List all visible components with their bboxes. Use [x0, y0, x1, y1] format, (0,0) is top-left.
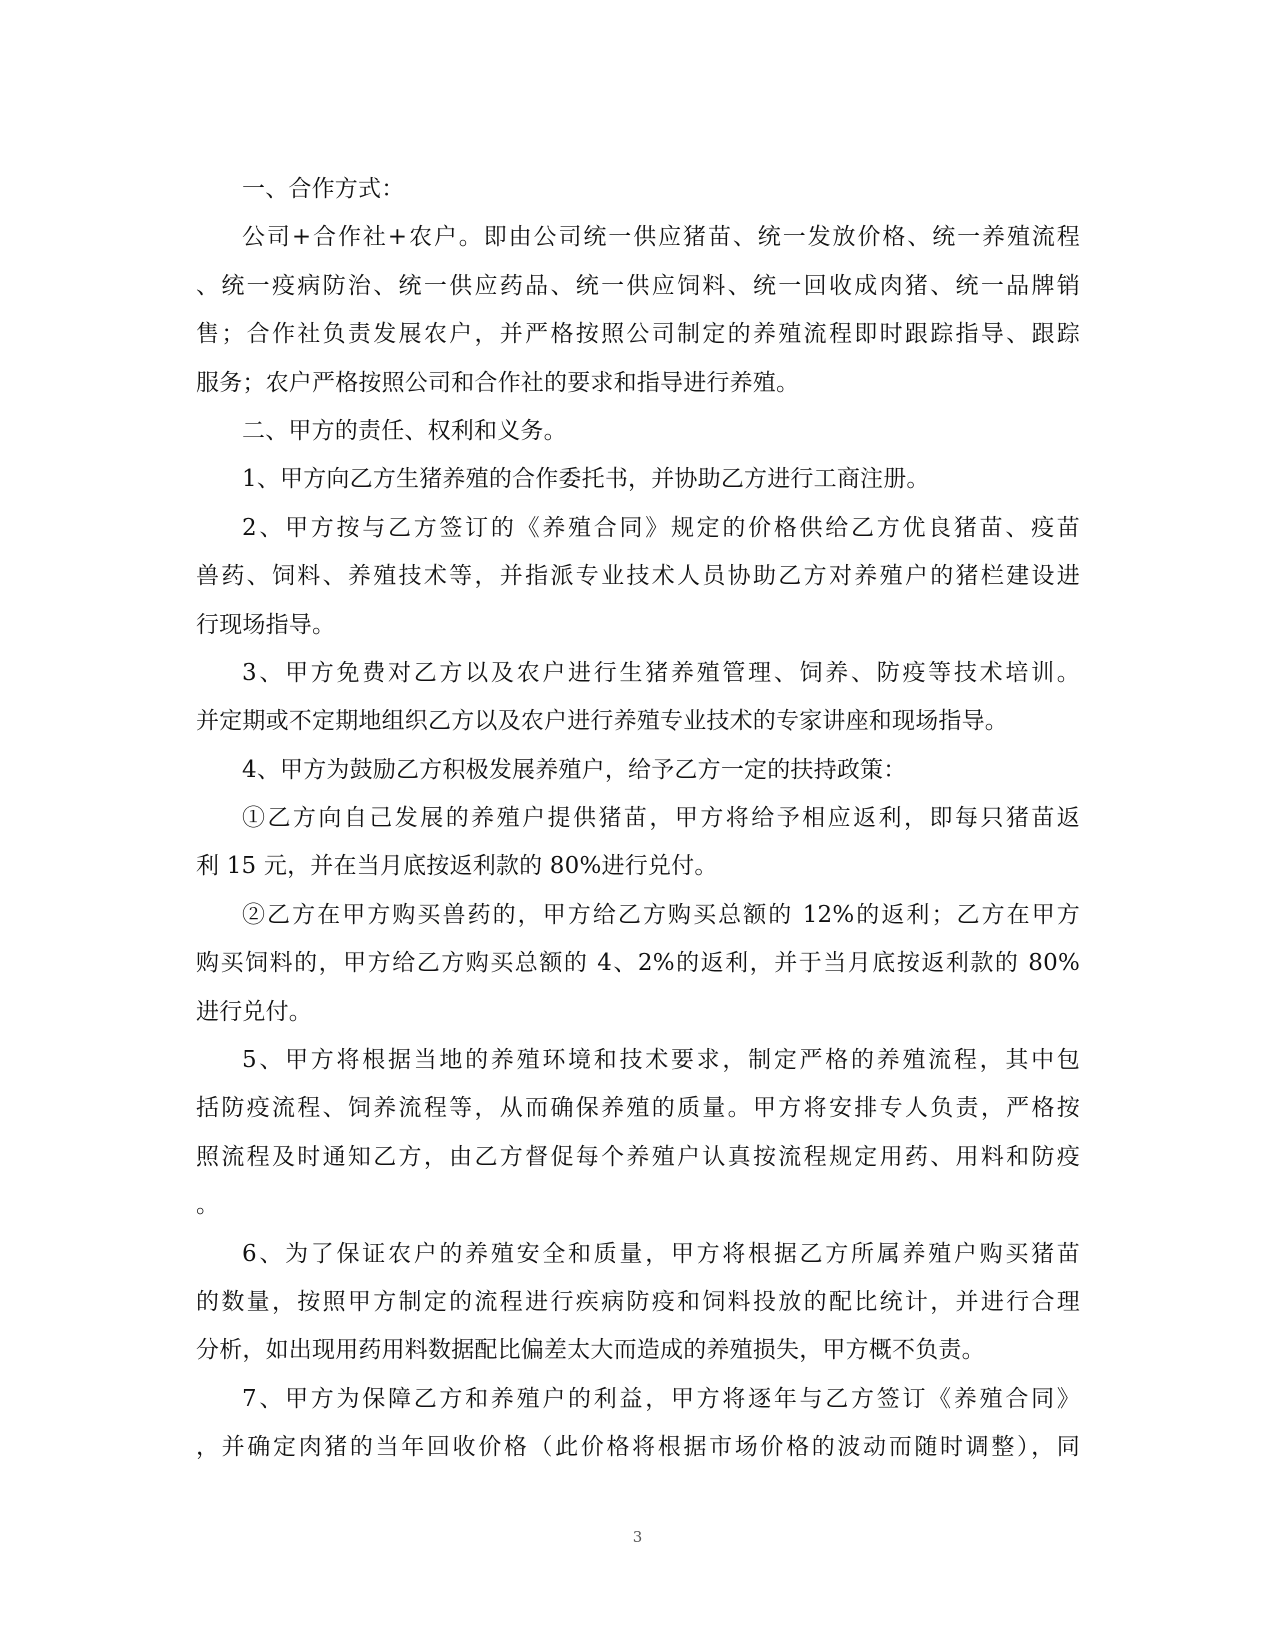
text-line: 进行兑付。: [196, 998, 312, 1025]
text-line: ，并确定肉猪的当年回收价格（此价格将根据市场价格的波动而随时调整），同: [196, 1434, 1080, 1461]
text-line: 分析，如出现用药用料数据配比偏差太大而造成的养殖损失，甲方概不负责。: [196, 1337, 985, 1364]
text-line: 照流程及时通知乙方，由乙方督促每个养殖户认真按流程规定用药、用料和防疫: [196, 1143, 1080, 1170]
text-line: 售；合作社负责发展农户，并严格按照公司制定的养殖流程即时跟踪指导、跟踪: [196, 321, 1080, 348]
text-line: 、统一疫病防治、统一供应药品、统一供应饲料、统一回收成肉猪、统一品牌销: [196, 272, 1080, 299]
text-line: 购买饲料的，甲方给乙方购买总额的 4、2%的返利，并于当月底按返利款的 80%: [196, 950, 1080, 977]
text-line: 的数量，按照甲方制定的流程进行疾病防疫和饲料投放的配比统计，并进行合理: [196, 1288, 1080, 1315]
text-line: 。: [196, 1192, 220, 1219]
text-line: 6、为了保证农户的养殖安全和质量，甲方将根据乙方所属养殖户购买猪苗: [242, 1240, 1080, 1267]
text-line: 一、合作方式：: [242, 176, 405, 202]
page-number: 3: [632, 1528, 643, 1546]
text-line: 3、甲方免费对乙方以及农户进行生猪养殖管理、饲养、防疫等技术培训。: [242, 659, 1080, 686]
text-line: ①乙方向自己发展的养殖户提供猪苗，甲方将给予相应返利，即每只猪苗返: [242, 805, 1080, 832]
text-line: 公司+合作社+农户。即由公司统一供应猪苗、统一发放价格、统一养殖流程: [242, 224, 1080, 251]
text-line: 兽药、饲料、养殖技术等，并指派专业技术人员协助乙方对养殖户的猪栏建设进: [196, 563, 1080, 590]
text-line: 二、甲方的责任、权利和义务。: [242, 417, 567, 444]
text-line: 并定期或不定期地组织乙方以及农户进行养殖专业技术的专家讲座和现场指导。: [196, 708, 1008, 735]
text-line: 4、甲方为鼓励乙方积极发展养殖户，给予乙方一定的扶持政策：: [242, 756, 907, 783]
text-line: 行现场指导。: [196, 611, 336, 638]
text-line: 7、甲方为保障乙方和养殖户的利益，甲方将逐年与乙方签订《养殖合同》: [242, 1385, 1080, 1412]
text-line: 括防疫流程、饲养流程等，从而确保养殖的质量。甲方将安排专人负责，严格按: [196, 1095, 1080, 1122]
body-text: [196, 165, 1080, 1472]
text-line: 2、甲方按与乙方签订的《养殖合同》规定的价格供给乙方优良猪苗、疫苗: [242, 514, 1080, 541]
text-line: 1、甲方向乙方生猪养殖的合作委托书，并协助乙方进行工商注册。: [242, 466, 930, 493]
text-line: 5、甲方将根据当地的养殖环境和技术要求，制定严格的养殖流程，其中包: [242, 1047, 1080, 1074]
text-line: 服务；农户严格按照公司和合作社的要求和指导进行养殖。: [196, 369, 800, 396]
text-line: ②乙方在甲方购买兽药的，甲方给乙方购买总额的 12%的返利；乙方在甲方: [242, 901, 1080, 928]
text-line: 利 15 元，并在当月底按返利款的 80%进行兑付。: [196, 853, 718, 880]
